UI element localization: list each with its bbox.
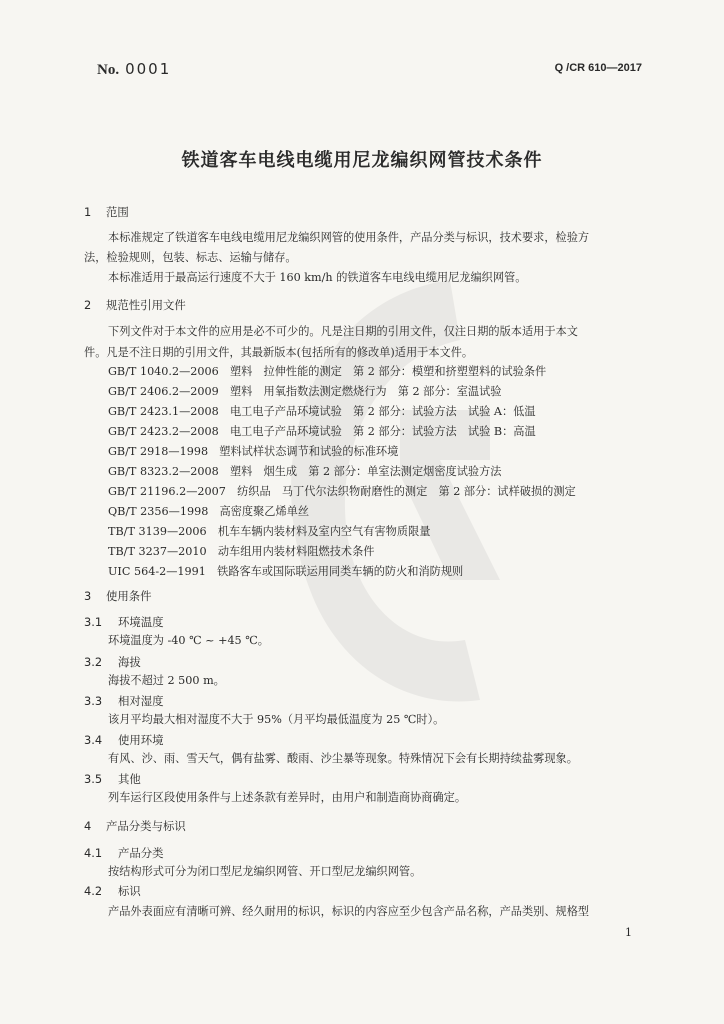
section-title: 范围: [106, 205, 129, 219]
subsection-number: 3.3: [84, 694, 103, 708]
section-title: 使用条件: [106, 589, 152, 603]
reference-title: 塑料 烟生成 第 2 部分：单室法测定烟密度试验方法: [229, 465, 502, 478]
subsection-number: 3.5: [84, 772, 103, 786]
subsection-number: 4.2: [84, 884, 103, 898]
standard-code: Q /CR 610—2017: [554, 62, 642, 74]
paragraph-line: 该月平均最大相对湿度不大于 95%（月平均最低温度为 25 ℃时）。: [108, 713, 445, 726]
reference-title: 高密度聚乙烯单丝: [219, 505, 310, 518]
paragraph-line: 海拔不超过 2 500 m。: [108, 674, 225, 687]
reference-item: [108, 444, 668, 460]
reference-title: 铁路客车或国际联运用同类车辆的防火和消防规则: [217, 565, 464, 578]
section-1-heading: [84, 204, 644, 220]
reference-item: [108, 424, 668, 440]
paragraph-line: 按结构形式可分为闭口型尼龙编织网管、开口型尼龙编织网管。: [108, 865, 422, 878]
subsection-title: 产品分类: [118, 846, 164, 860]
reference-title: 塑料 用氧指数法测定燃烧行为 第 2 部分：室温试验: [229, 385, 502, 398]
subsection-title: 相对湿度: [118, 694, 164, 708]
subsection-heading: [84, 845, 644, 861]
subsection-heading: [84, 732, 644, 748]
reference-code: QB/T 2356—1998: [108, 505, 209, 518]
reference-code: GB/T 2423.2—2008: [108, 425, 219, 438]
paragraph-line: 下列文件对于本文件的应用是必不可少的。凡是注日期的引用文件，仅注日期的版本适用于本文: [108, 325, 578, 338]
reference-code: UIC 564-2—1991: [108, 565, 206, 578]
subsection-number: 3.4: [84, 733, 103, 747]
paragraph-line: 列车运行区段使用条件与上述条款有差异时，由用户和制造商协商确定。: [108, 791, 467, 804]
document-number-value: 0001: [125, 60, 172, 78]
reference-code: GB/T 2918—1998: [108, 445, 209, 458]
paragraph-line: 有风、沙、雨、雪天气，偶有盐雾、酸雨、沙尘暴等现象。特殊情况下会有长期持续盐雾现象。: [108, 752, 578, 765]
document-title: 铁道客车电线电缆用尼龙编织网管技术条件: [181, 150, 543, 171]
reference-item: [108, 564, 668, 580]
reference-item: [108, 404, 668, 420]
subsection-heading: [84, 883, 644, 899]
reference-item: [108, 484, 668, 500]
section-number: 1: [84, 205, 92, 219]
reference-title: 塑料试样状态调节和试验的标准环境: [219, 445, 399, 458]
subsection-heading: [84, 614, 644, 630]
subsection-title: 海拔: [118, 655, 141, 669]
reference-code: GB/T 21196.2—2007: [108, 485, 226, 498]
section-2-heading: [84, 297, 644, 313]
paragraph-line: 法，检验规则，包装、标志、运输与储存。: [84, 251, 297, 264]
reference-title: 纺织品 马丁代尔法织物耐磨性的测定 第 2 部分：试样破损的测定: [237, 485, 576, 498]
reference-item: [108, 544, 668, 560]
paragraph-line: 环境温度为 -40 ℃ ~ +45 ℃。: [108, 634, 269, 647]
subsection-heading: [84, 654, 644, 670]
reference-code: GB/T 2406.2—2009: [108, 385, 219, 398]
reference-item: [108, 384, 668, 400]
subsection-title: 使用环境: [118, 733, 164, 747]
reference-item: [108, 464, 668, 480]
reference-code: TB/T 3139—2006: [108, 525, 207, 538]
reference-code: GB/T 1040.2—2006: [108, 365, 219, 378]
reference-item: [108, 504, 668, 520]
subsection-heading: [84, 771, 644, 787]
document-number: [97, 60, 171, 79]
subsection-title: 标识: [118, 884, 141, 898]
paragraph-line: 本标准规定了铁道客车电线电缆用尼龙编织网管的使用条件，产品分类与标识，技术要求，检验方: [108, 231, 590, 244]
section-4-heading: [84, 818, 644, 834]
reference-item: [108, 524, 668, 540]
reference-title: 电工电子产品环境试验 第 2 部分：试验方法 试验 A：低温: [229, 405, 536, 418]
subsection-number: 3.2: [84, 655, 103, 669]
reference-title: 电工电子产品环境试验 第 2 部分：试验方法 试验 B：高温: [229, 425, 536, 438]
reference-item: [108, 364, 668, 380]
reference-code: GB/T 2423.1—2008: [108, 405, 219, 418]
subsection-heading: [84, 693, 644, 709]
page-number: 1: [625, 926, 632, 939]
paragraph-line: 件。凡是不注日期的引用文件，其最新版本(包括所有的修改单)适用于本文件。: [84, 346, 474, 359]
reference-title: 动车组用内装材料阻燃技术条件: [217, 545, 375, 558]
section-title: 产品分类与标识: [106, 819, 186, 833]
section-number: 3: [84, 589, 92, 603]
subsection-title: 环境温度: [118, 615, 164, 629]
section-number: 4: [84, 819, 92, 833]
section-3-heading: [84, 588, 644, 604]
document-number-label: No.: [97, 62, 120, 78]
paragraph-line: 本标准适用于最高运行速度不大于 160 km/h 的铁道客车电线电缆用尼龙编织网管。: [108, 271, 527, 284]
subsection-title: 其他: [118, 772, 141, 786]
reference-code: TB/T 3237—2010: [108, 545, 207, 558]
reference-title: 塑料 拉伸性能的测定 第 2 部分：模塑和挤塑塑料的试验条件: [229, 365, 547, 378]
subsection-number: 3.1: [84, 615, 103, 629]
paragraph-line: 产品外表面应有清晰可辨、经久耐用的标识，标识的内容应至少包含产品名称，产品类别、规格型: [108, 905, 590, 918]
section-number: 2: [84, 298, 92, 312]
reference-code: GB/T 8323.2—2008: [108, 465, 219, 478]
reference-title: 机车车辆内装材料及室内空气有害物质限量: [217, 525, 431, 538]
subsection-number: 4.1: [84, 846, 103, 860]
section-title: 规范性引用文件: [106, 298, 186, 312]
